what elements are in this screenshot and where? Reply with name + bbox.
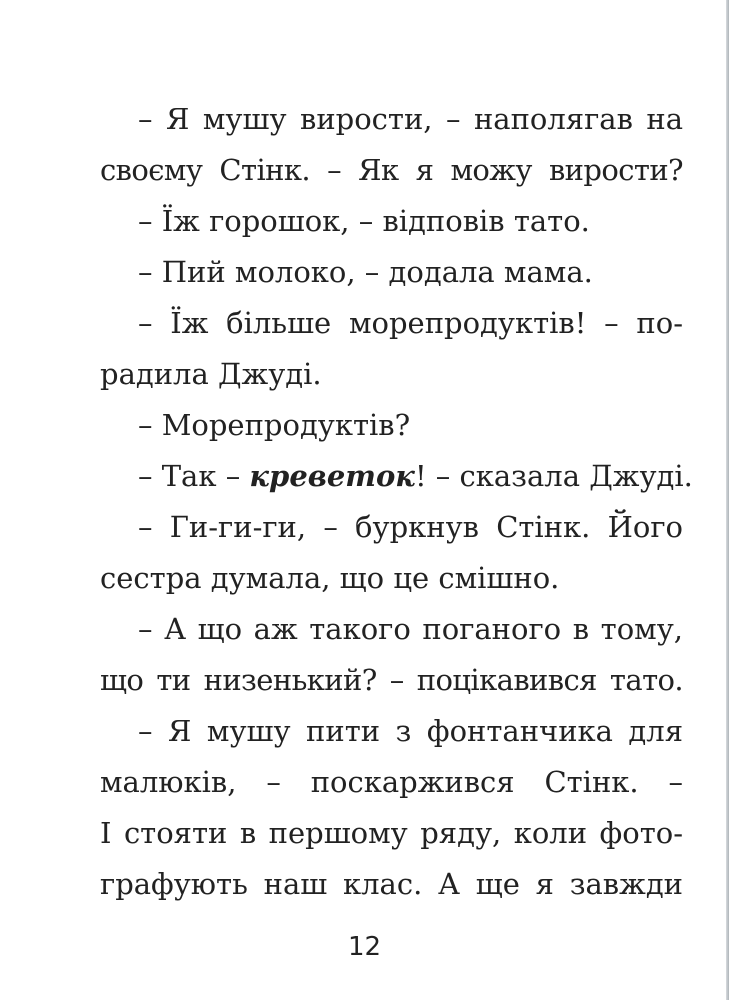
emphasized-word: креветок [249,459,415,493]
text-line: своєму Стінк. – Як я можу вирости? [100,153,683,187]
text-line: – А що аж такого поганого в тому, [138,612,683,646]
text-line [100,451,693,502]
text-line: – Морепродуктів? [138,408,411,442]
text-line: – Я мушу вирости, – наполягав на [138,102,683,136]
text-line: сестра думала, що це смішно. [100,561,560,595]
text-line: – Їж горошок, – відповів тато. [138,204,590,238]
text-line: малюків, – поскаржився Стінк. – [100,765,683,799]
body-text [100,94,693,910]
text-line: – Їж більше морепродуктів! – по- [138,306,683,340]
text-line: – Ги-ги-ги, – буркнув Стінк. Його [138,510,683,544]
text-line: радила Джуді. [100,357,322,391]
text-line: що ти низенький? – поцікавився тато. [100,663,683,697]
page-number: 12 [347,932,382,962]
text-line: – Пий молоко, – додала мама. [138,255,593,289]
text-line: – Я мушу пити з фонтанчика для [138,714,683,748]
text-segment: – Так – [138,459,250,493]
text-line: І стояти в першому ряду, коли фото- [100,816,683,850]
text-line: графують наш клас. А ще я завжди [100,867,683,901]
text-segment: ! – сказала Джуді. [414,459,693,493]
